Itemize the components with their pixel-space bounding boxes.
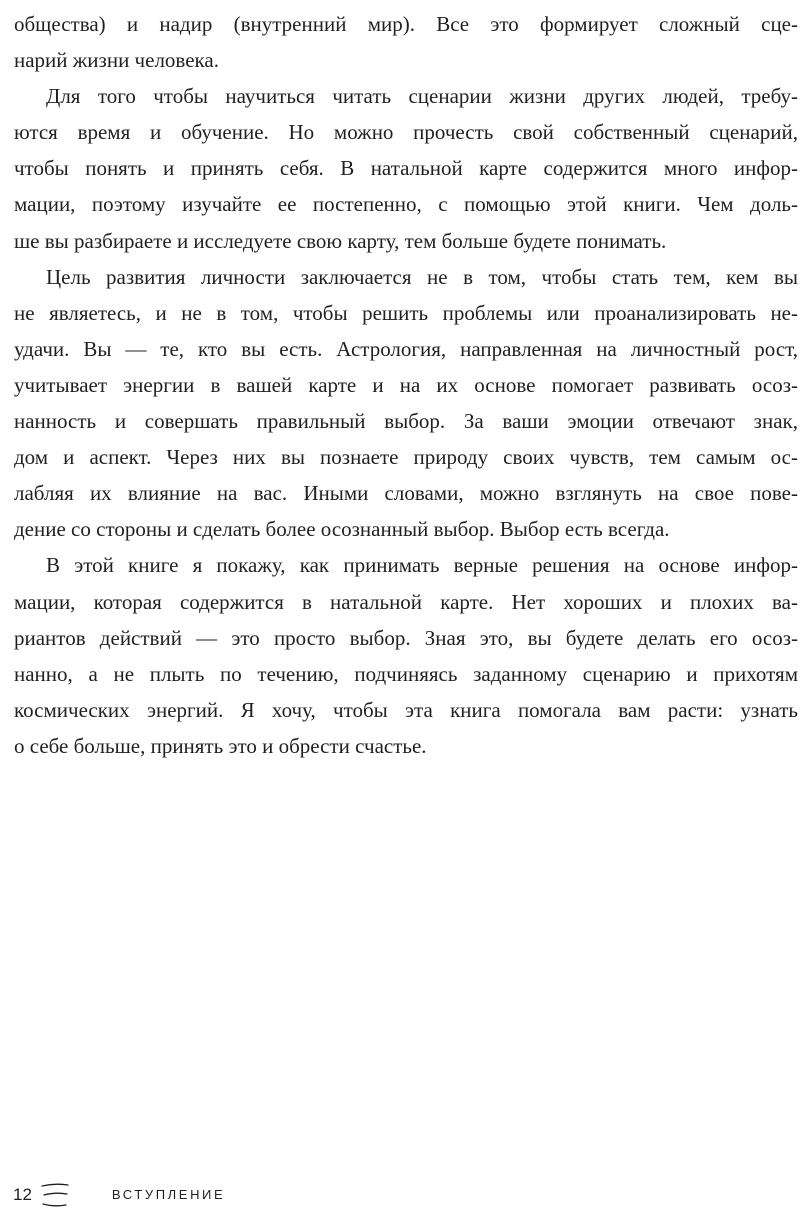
page-footer <box>13 1180 225 1210</box>
text-line: космических энергий. Я хочу, чтобы эта книга помогала вам расти: узнать <box>14 697 798 722</box>
text-line: нанно, а не плыть по течению, подчиняясь заданному сценарию и прихотям <box>14 661 798 686</box>
text-line: общества) и надир (внутренний мир). Все это формирует сложный сце- <box>14 12 798 36</box>
text-line: чтобы понять и принять себя. В натальной карте содержится много инфор- <box>14 156 798 181</box>
text-line: лабляя их влияние на вас. Иными словами, можно взглянуть на свое пове- <box>14 481 798 506</box>
triple-stroke-ornament-icon <box>40 1180 70 1210</box>
text-line: удачи. Вы — те, кто вы есть. Астрология, направленная на личностный рост, <box>14 336 798 361</box>
text-line: нарий жизни человека. <box>14 48 219 73</box>
text-line: Для того чтобы научиться читать сценарии жизни других людей, требу- <box>46 84 798 109</box>
text-line: Цель развития личности заключается не в том, чтобы стать тем, кем вы <box>46 264 798 289</box>
text-line: риантов действий — это просто выбор. Зная это, вы будете делать его осоз- <box>14 625 798 650</box>
text-line: ше вы разбираете и исследуете свою карту, тем больше будете понимать. <box>14 228 667 253</box>
text-line: В этой книге я покажу, как принимать верные решения на основе инфор- <box>46 553 798 578</box>
text-line: учитывает энергии в вашей карте и на их основе помогает развивать осоз- <box>14 372 798 397</box>
text-line: ются время и обучение. Но можно прочесть свой собственный сценарий, <box>14 120 798 145</box>
text-line: мации, которая содержится в натальной карте. Нет хороших и плохих ва- <box>14 589 798 614</box>
text-line: мации, поэтому изучайте ее постепенно, с помощью этой книги. Чем доль- <box>14 192 798 217</box>
body-text <box>14 6 798 764</box>
page-number: 12 <box>13 1185 32 1204</box>
text-line: не являетесь, и не в том, чтобы решить проблемы или проанализировать не- <box>14 300 798 325</box>
section-title: ВСТУПЛЕНИЕ <box>111 1187 226 1202</box>
text-line: дом и аспект. Через них вы познаете природу своих чувств, тем самым ос- <box>14 445 798 470</box>
text-line: о себе больше, принять это и обрести счастье. <box>14 733 427 758</box>
text-line: дение со стороны и сделать более осознанный выбор. Выбор есть всегда. <box>14 517 670 542</box>
text-line: нанность и совершать правильный выбор. За ваши эмоции отвечают знак, <box>14 409 798 434</box>
